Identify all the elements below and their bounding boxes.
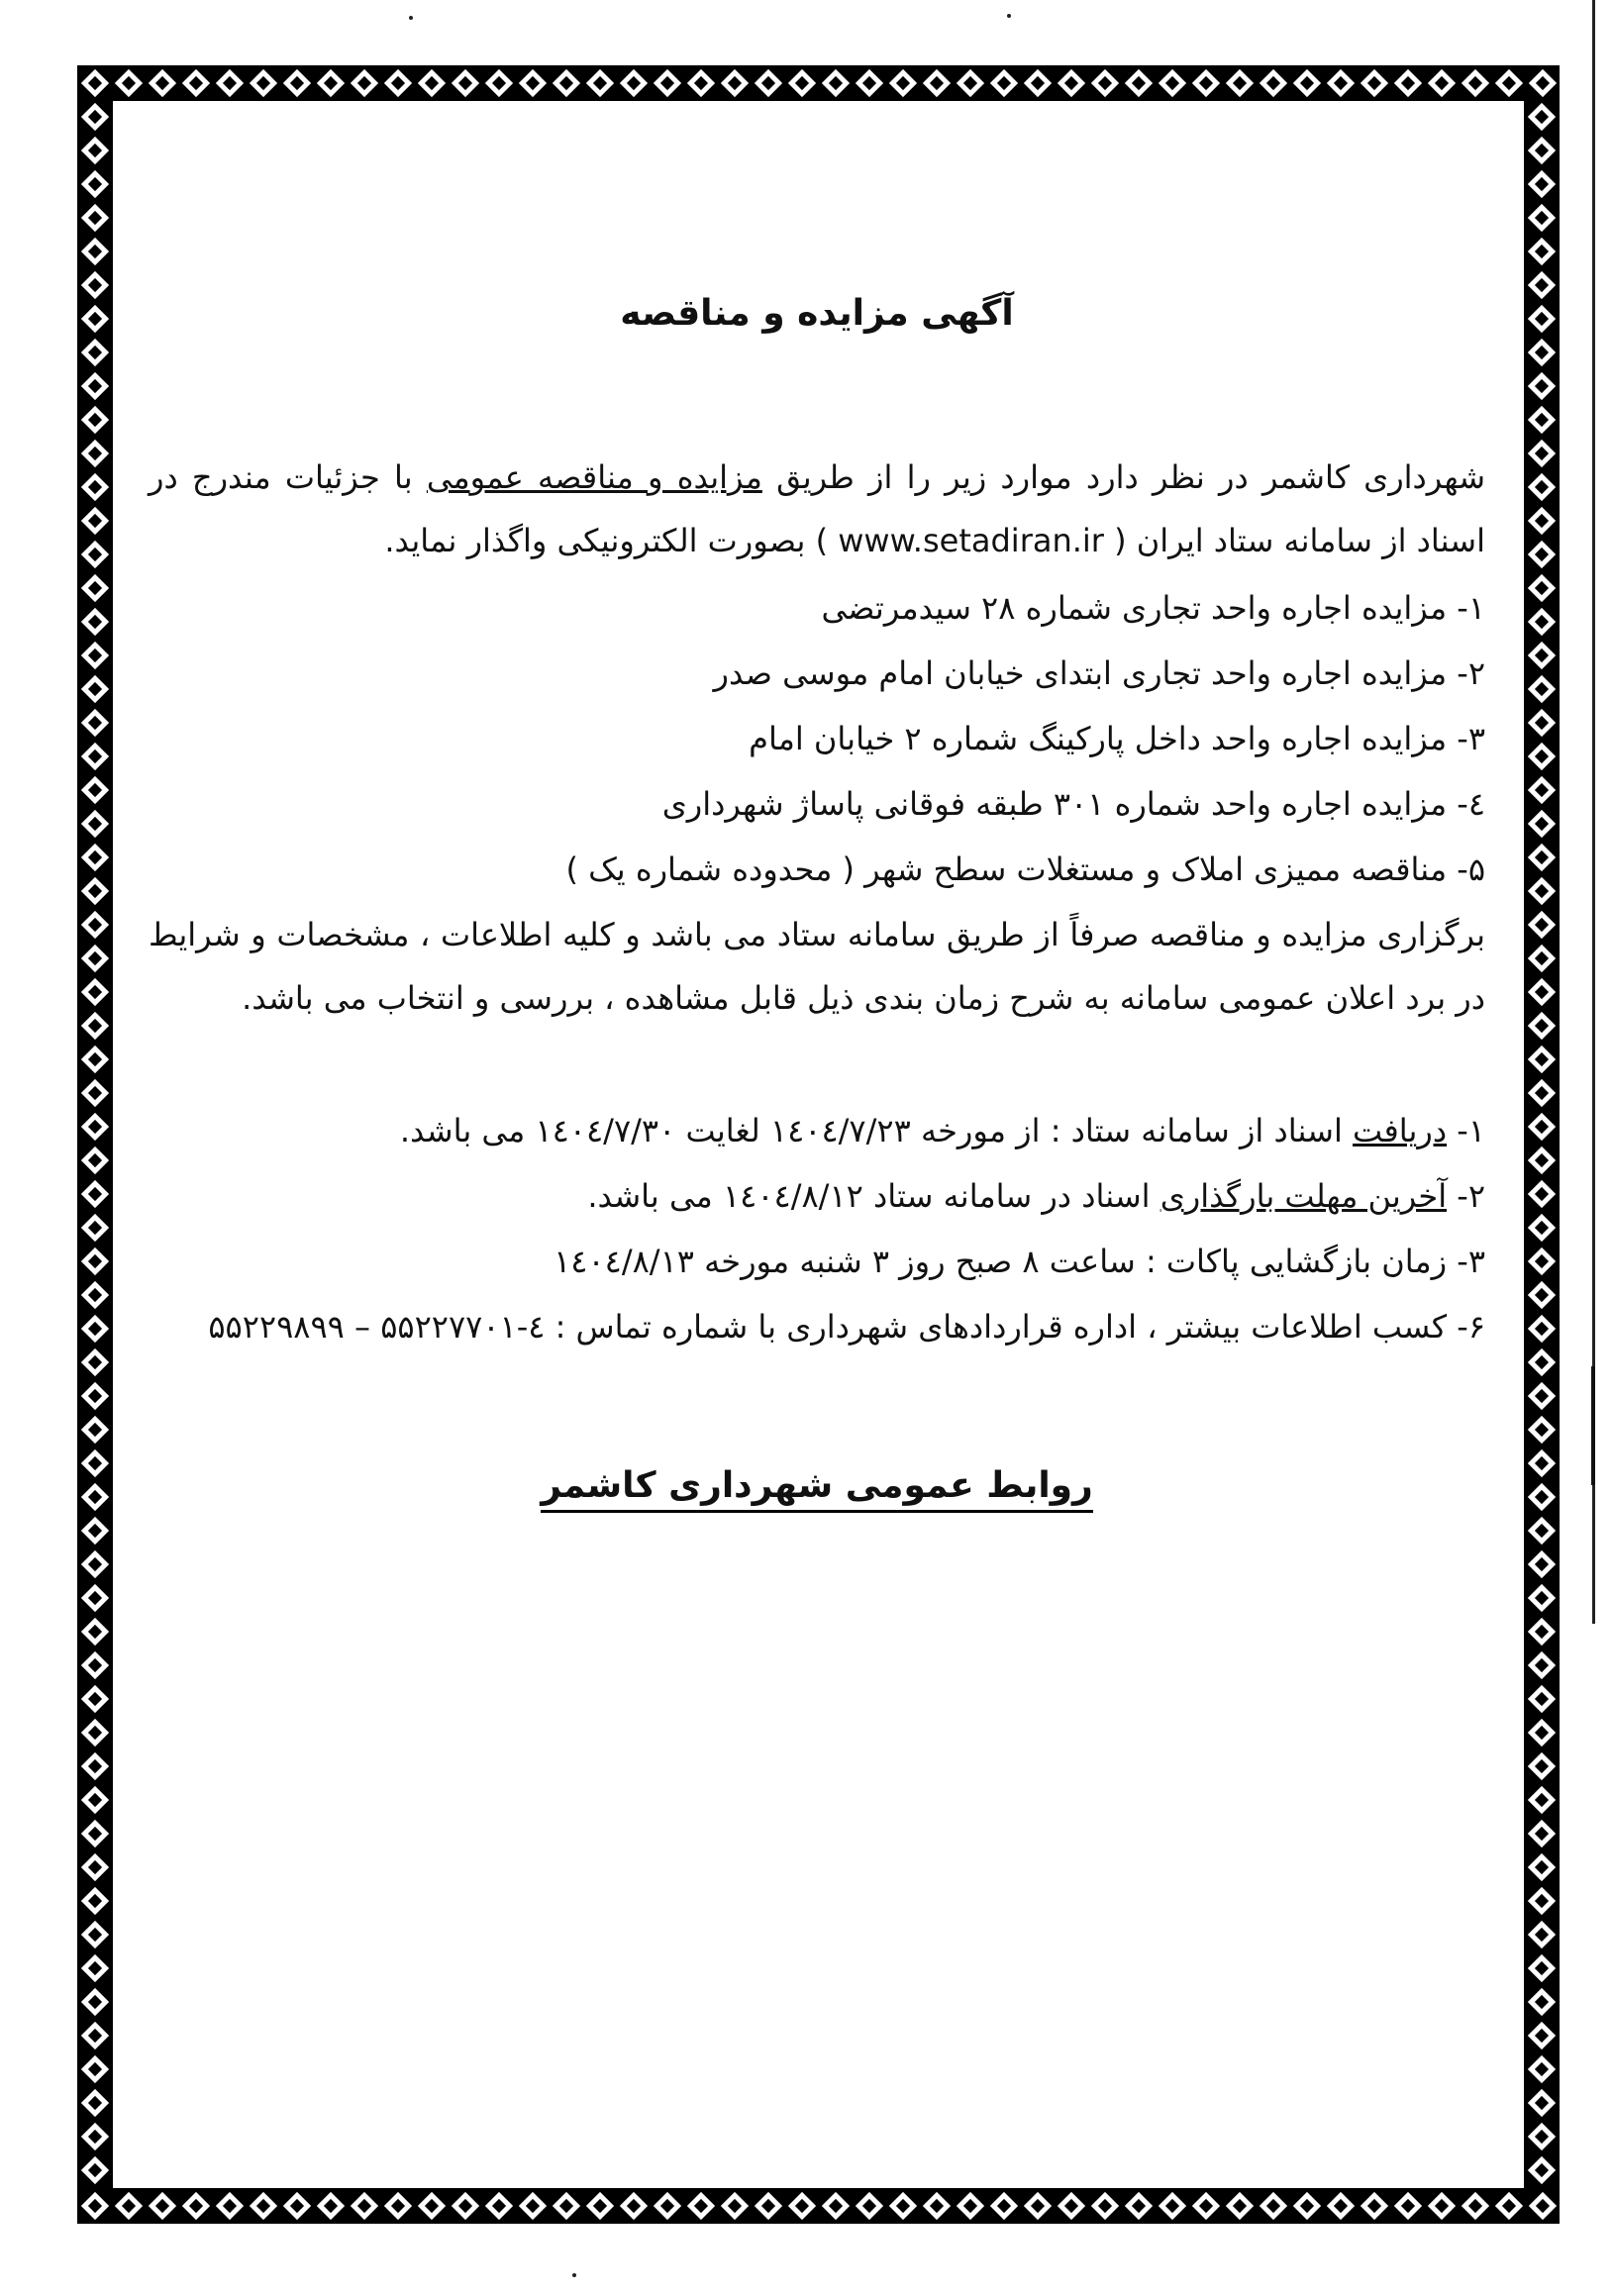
list-item: ۲- مزایده اجاره واحد تجاری ابتدای خیابان امام موسی صدر xyxy=(713,654,1485,692)
notice-document xyxy=(149,119,1485,2158)
schedule-item xyxy=(149,1099,1485,1162)
schedule-underlined: دریافت xyxy=(1353,1112,1448,1149)
scan-speck xyxy=(1007,14,1011,18)
signature xyxy=(149,1465,1485,1506)
list-item: ۱- مزایده اجاره واحد تجاری شماره ۲۸ سیدمرتضی xyxy=(821,589,1485,627)
schedule-underlined: آخرین مهلت بارگذاری xyxy=(1159,1177,1448,1215)
notice-title: آگهی مزایده و مناقصه xyxy=(620,293,1014,334)
conditions-paragraph: برگزاری مزایده و مناقصه صرفاً از طریق سامانه ستاد می باشد و کلیه اطلاعات ، مشخصات و شرایط در برد اعلان عمومی سامانه به شرح زمان بندی ذیل قابل مشاهده ، بررسی و انتخاب می باشد. xyxy=(149,916,1485,1017)
list-item: ۳- مزایده اجاره واحد داخل پارکینگ شماره ۲ خیابان امام xyxy=(749,720,1485,757)
schedule-text: اسناد از سامانه ستاد : از مورخه ۱٤۰٤/۷/۲۳ لغایت ۱٤۰٤/۷/۳۰ می باشد. xyxy=(399,1112,1354,1149)
schedule-item: ۳- زمان بازگشایی پاکات : ساعت ۸ صبح روز ۳ شنبه مورخه ۱٤۰٤/۸/۱۳ xyxy=(554,1243,1485,1280)
schedule-text: اسناد در سامانه ستاد ۱٤۰٤/۸/۱۲ می باشد. xyxy=(587,1177,1160,1215)
scan-speck xyxy=(409,16,413,20)
schedule-num: ۲- xyxy=(1447,1177,1485,1215)
scan-speck xyxy=(572,2273,576,2277)
intro-text-1: شهرداری کاشمر در نظر دارد موارد زیر را از طریق xyxy=(761,458,1486,496)
signature-text: روابط عمومی شهرداری کاشمر xyxy=(541,1465,1093,1513)
list-item: ٤- مزایده اجاره واحد شماره ۳۰۱ طبقه فوقانی پاساژ شهرداری xyxy=(661,785,1485,823)
intro-paragraph xyxy=(149,446,1485,572)
intro-text-2: با جزئیات مندرج در اسناد از سامانه ستاد ایران ( www.setadiran.ir ) بصورت الکترونیکی واگذار نماید. xyxy=(149,458,1485,559)
intro-text-underlined: مزایده و مناقصه عمومی xyxy=(426,458,762,496)
scan-edge-mark xyxy=(1591,1366,1595,1485)
schedule-item xyxy=(149,1164,1485,1228)
schedule-num: ۱- xyxy=(1447,1112,1485,1149)
list-item: ۵- مناقصه ممیزی املاک و مستغلات سطح شهر ( محدوده شماره یک ) xyxy=(565,850,1485,888)
schedule-item: ۶- کسب اطلاعات بیشتر ، اداره قراردادهای شهرداری با شماره تماس : ٤-۵۵۲۲۷۷۰۱ – ۵۵۲۲۹۸۹۹ xyxy=(208,1308,1485,1346)
